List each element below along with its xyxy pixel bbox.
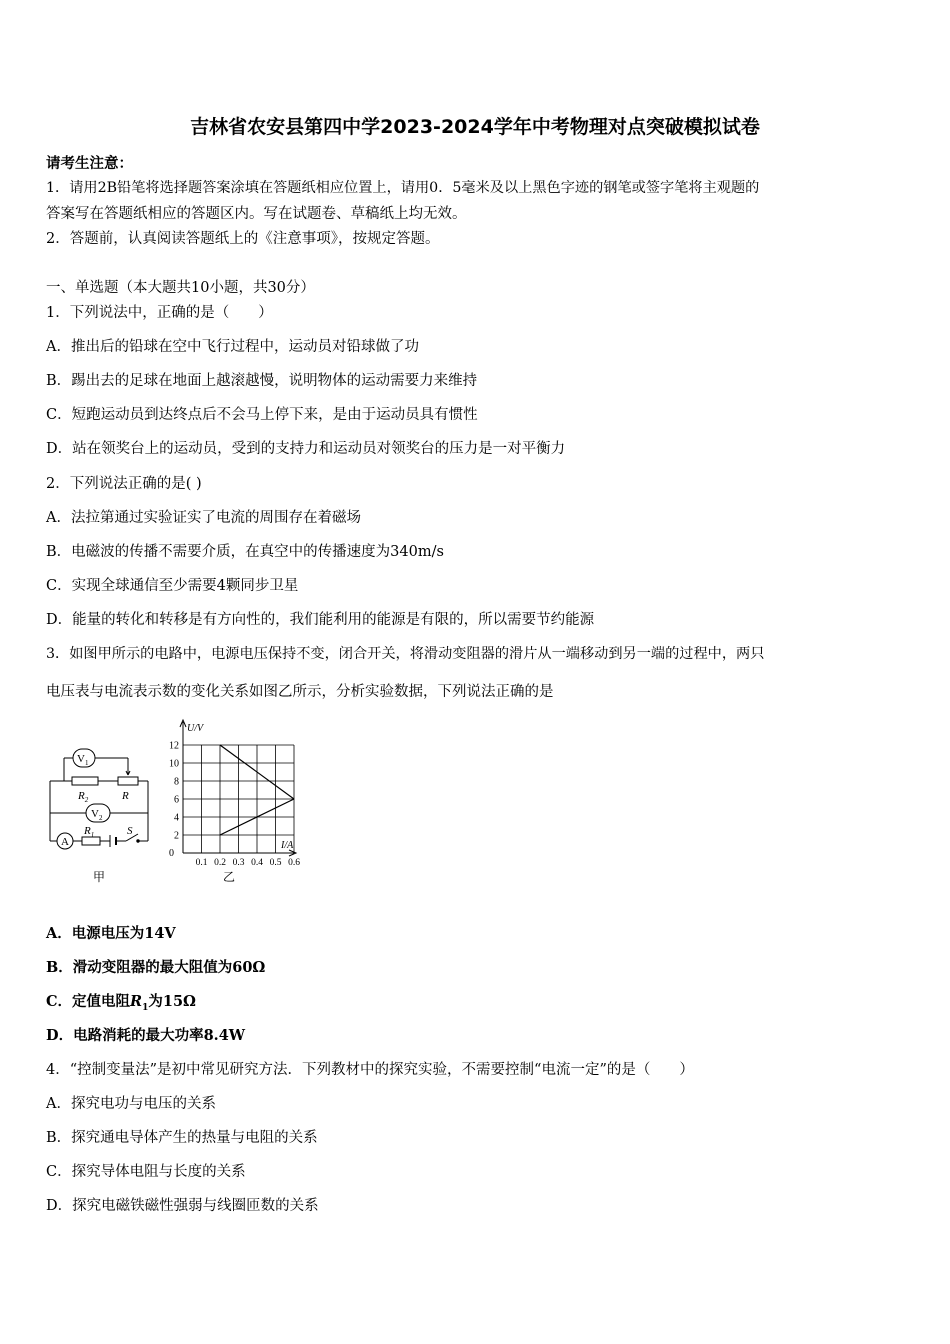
q3-option-b: B．滑动变阻器的最大阻值为60Ω — [46, 959, 266, 976]
section-heading: 一、单选题（本大题共10小题，共30分） — [46, 280, 315, 296]
q3-figure-svg — [40, 718, 310, 888]
x-tick-label: 0.3 — [232, 858, 245, 868]
origin-label: 0 — [169, 848, 174, 859]
q4-stem: 4．“控制变量法”是初中常见研究方法．下列教材中的探究实验，不需要控制“电流一定”的是（ ） — [46, 1062, 694, 1078]
y-tick-label: 8 — [174, 776, 179, 788]
q1-option-c: C．短跑运动员到达终点后不会马上停下来，是由于运动员具有惯性 — [46, 407, 478, 423]
circuit-labels — [61, 753, 133, 884]
x-tick-label: 0.1 — [195, 858, 208, 868]
q1-stem: 1．下列说法中，正确的是（ ） — [46, 305, 273, 321]
q4-option-c: C．探究导体电阻与长度的关系 — [46, 1164, 246, 1180]
circuit-caption: 甲 — [93, 870, 106, 884]
y-tick-label: 6 — [174, 794, 179, 806]
q3-option-c-suffix: 为15Ω — [148, 993, 196, 1010]
q3-stem-line-2: 电压表与电流表示数的变化关系如图乙所示，分析实验数据，下列说法正确的是 — [46, 684, 554, 700]
notice-item-1-line-1: 1．请用2B铅笔将选择题答案涂填在答题纸相应位置上，请用0．5毫米及以上黑色字迹的钢笔或签字笔将主观题的 — [46, 180, 760, 196]
q2-option-c: C．实现全球通信至少需要4颗同步卫星 — [46, 578, 299, 594]
notice-item-1-line-2: 答案写在答题纸相应的答题区内。写在试题卷、草稿纸上均无效。 — [46, 206, 467, 222]
q3-option-a: A．电源电压为14V — [46, 925, 176, 942]
notice-heading: 请考生注意： — [46, 155, 133, 172]
q3-figure — [40, 718, 310, 888]
r2-label: $R_2$ — [78, 790, 89, 804]
q1-option-b: B．踢出去的足球在地面上越滚越慢，说明物体的运动需要力来维持 — [46, 373, 478, 389]
q3-option-c-subscript: 1 — [142, 1002, 149, 1013]
q3-option-c — [46, 990, 196, 1013]
q4-option-a: A．探究电功与电压的关系 — [46, 1096, 216, 1112]
x-axis-label: I/A — [281, 840, 294, 851]
rheostat-r — [118, 777, 138, 785]
q2-option-a: A．法拉第通过实验证实了电流的周围存在着磁场 — [46, 510, 361, 526]
y-tick-label: 10 — [169, 758, 179, 770]
x-tick-label: 0.6 — [288, 858, 300, 868]
q2-option-d: D．能量的转化和转移是有方向性的，我们能利用的能源是有限的，所以需要节约能源 — [46, 612, 595, 628]
q1-option-a: A．推出后的铅球在空中飞行过程中，运动员对铅球做了功 — [46, 339, 419, 355]
circuit-diagram — [50, 749, 148, 849]
v2-label: $V_2$ — [91, 808, 103, 822]
r-label: R — [122, 790, 129, 802]
q3-option-c-symbol: R — [130, 993, 143, 1010]
switch-contact — [137, 840, 139, 842]
ammeter-label: A — [61, 836, 69, 848]
page-title: 吉林省农安县第四中学2023-2024学年中考物理对点突破模拟试卷 — [190, 116, 760, 138]
x-tick-label: 0.4 — [251, 858, 263, 868]
r1-label: $R_1$ — [84, 825, 95, 839]
y-axis-label: U/V — [187, 723, 204, 734]
switch-label: S — [127, 825, 133, 837]
notice-item-2: 2．答题前，认真阅读答题纸上的《注意事项》，按规定答题。 — [46, 231, 440, 247]
q3-option-d: D．电路消耗的最大功率8.4W — [46, 1027, 246, 1044]
q3-stem-line-1: 3．如图甲所示的电路中，电源电压保持不变，闭合开关，将滑动变阻器的滑片从一端移动到另一端的过程中，两只 — [46, 646, 765, 662]
ui-graph — [169, 720, 300, 884]
graph-grid — [183, 745, 294, 853]
q4-option-d: D．探究电磁铁磁性强弱与线圈匝数的关系 — [46, 1198, 319, 1214]
x-tick-label: 0.2 — [214, 858, 226, 868]
x-tick-label: 0.5 — [269, 858, 282, 868]
v1-label: $V_1$ — [77, 753, 89, 767]
y-tick-label: 12 — [169, 740, 179, 752]
q1-option-d: D．站在领奖台上的运动员，受到的支持力和运动员对领奖台的压力是一对平衡力 — [46, 441, 566, 457]
graph-caption: 乙 — [223, 870, 236, 884]
q3-option-c-prefix: C．定值电阻 — [46, 993, 131, 1010]
resistor-r2 — [72, 777, 98, 785]
y-tick-label: 4 — [174, 812, 179, 824]
q2-stem: 2．下列说法正确的是( ) — [46, 476, 202, 492]
y-tick-label: 2 — [174, 830, 179, 842]
q4-option-b: B．探究通电导体产生的热量与电阻的关系 — [46, 1130, 318, 1146]
q2-option-b: B．电磁波的传播不需要介质，在真空中的传播速度为340m/s — [46, 544, 444, 560]
